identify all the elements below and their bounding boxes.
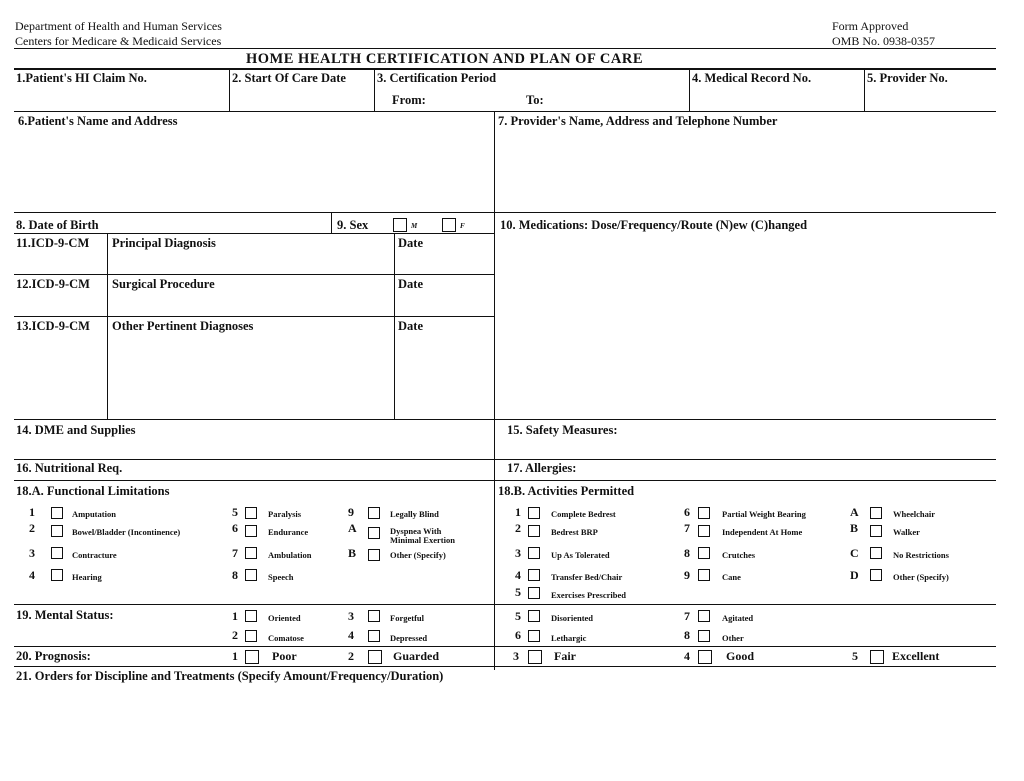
prognosis-guarded-label: Guarded	[393, 649, 440, 663]
divider	[864, 68, 865, 111]
to-label: To:	[526, 93, 544, 107]
divider	[14, 480, 996, 481]
activities-permitted-heading: 18.B. Activities Permitted	[498, 484, 635, 498]
disoriented-checkbox[interactable]	[528, 610, 540, 622]
option-number: 6	[232, 521, 238, 535]
exercises-prescribed-checkbox[interactable]	[528, 587, 540, 599]
other-activity-checkbox[interactable]	[870, 569, 882, 581]
option-number: 9	[684, 568, 690, 582]
cane-label: Cane	[722, 572, 741, 582]
option-number: 1	[515, 505, 521, 519]
procedure-date-label: Date	[398, 277, 423, 291]
option-number: 3	[515, 546, 521, 560]
transfer-bed-chair-label: Transfer Bed/Chair	[551, 572, 623, 582]
wheelchair-checkbox[interactable]	[870, 507, 882, 519]
prognosis-excellent-label: Excellent	[892, 649, 940, 663]
other-mental-label: Other	[722, 633, 744, 643]
cane-checkbox[interactable]	[698, 569, 710, 581]
divider	[331, 212, 332, 233]
surgical-procedure-label: Surgical Procedure	[112, 277, 215, 291]
option-number: 1	[29, 505, 35, 519]
amputation-checkbox[interactable]	[51, 507, 63, 519]
paralysis-checkbox[interactable]	[245, 507, 257, 519]
oriented-checkbox[interactable]	[245, 610, 257, 622]
sex-male-label: M	[411, 222, 418, 230]
claim-no-label: 1.Patient's HI Claim No.	[16, 71, 147, 85]
allergies-label: 17. Allergies:	[507, 461, 577, 475]
paralysis-label: Paralysis	[268, 509, 302, 519]
option-number: B	[348, 546, 357, 560]
mental-status-heading: 19. Mental Status:	[16, 608, 114, 622]
dyspnea-checkbox[interactable]	[368, 527, 380, 539]
option-number: 3	[348, 609, 354, 623]
agitated-checkbox[interactable]	[698, 610, 710, 622]
divider	[107, 233, 108, 419]
comatose-label: Comatose	[268, 633, 304, 643]
other-limitation-label: Other (Specify)	[390, 550, 446, 560]
medications-label: 10. Medications: Dose/Frequency/Route (N)ew (C)hanged	[500, 218, 808, 232]
dme-supplies-label: 14. DME and Supplies	[16, 423, 136, 437]
lethargic-checkbox[interactable]	[528, 630, 540, 642]
depressed-label: Depressed	[390, 633, 428, 643]
option-number: 8	[232, 568, 238, 582]
divider	[14, 666, 996, 667]
independent-at-home-checkbox[interactable]	[698, 525, 710, 537]
up-as-tolerated-label: Up As Tolerated	[551, 550, 610, 560]
no-restrictions-checkbox[interactable]	[870, 547, 882, 559]
divider	[14, 212, 996, 213]
option-number: 5	[852, 649, 858, 663]
lethargic-label: Lethargic	[551, 633, 587, 643]
option-number: 4	[684, 649, 690, 663]
certification-period-label: 3. Certification Period	[377, 71, 497, 85]
endurance-label: Endurance	[268, 527, 309, 537]
option-number: 5	[515, 585, 521, 599]
agency-name: Department of Health and Human Services	[15, 19, 222, 33]
option-number: 2	[348, 649, 354, 663]
option-number: 6	[684, 505, 690, 519]
prognosis-poor-checkbox[interactable]	[245, 650, 259, 664]
provider-name-label: 7. Provider's Name, Address and Telephone Number	[498, 114, 778, 128]
functional-limitations-heading: 18.A. Functional Limitations	[16, 484, 170, 498]
forgetful-label: Forgetful	[390, 613, 424, 623]
walker-label: Walker	[893, 527, 920, 537]
start-of-care-label: 2. Start Of Care Date	[232, 71, 346, 85]
bedrest-brp-checkbox[interactable]	[528, 525, 540, 537]
divider	[14, 459, 996, 460]
prognosis-good-checkbox[interactable]	[698, 650, 712, 664]
option-number: D	[850, 568, 859, 582]
divider	[374, 68, 375, 111]
divider	[14, 111, 996, 112]
bedrest-brp-label: Bedrest BRP	[551, 527, 598, 537]
option-number: 7	[684, 609, 690, 623]
ambulation-checkbox[interactable]	[245, 547, 257, 559]
legally-blind-checkbox[interactable]	[368, 507, 380, 519]
option-number: 7	[232, 546, 238, 560]
speech-label: Speech	[268, 572, 294, 582]
crutches-checkbox[interactable]	[698, 547, 710, 559]
option-number: 2	[29, 521, 35, 535]
provider-no-label: 5. Provider No.	[867, 71, 948, 85]
icd-code-label: 13.ICD-9-CM	[16, 319, 90, 333]
ambulation-label: Ambulation	[268, 550, 312, 560]
independent-at-home-label: Independent At Home	[722, 527, 803, 537]
speech-checkbox[interactable]	[245, 569, 257, 581]
option-number: 6	[515, 628, 521, 642]
prognosis-heading: 20. Prognosis:	[16, 649, 91, 663]
oriented-label: Oriented	[268, 613, 301, 623]
sex-label: 9. Sex	[337, 218, 369, 232]
other-diagnoses-label: Other Pertinent Diagnoses	[112, 319, 254, 333]
agency-subname: Centers for Medicare & Medicaid Services	[15, 34, 222, 48]
contracture-label: Contracture	[72, 550, 117, 560]
other-mental-checkbox[interactable]	[698, 630, 710, 642]
other-diagnoses-date-label: Date	[398, 319, 423, 333]
no-restrictions-label: No Restrictions	[893, 550, 949, 560]
safety-measures-label: 15. Safety Measures:	[507, 423, 618, 437]
sex-female-checkbox[interactable]	[442, 218, 456, 232]
option-number: 1	[232, 649, 238, 663]
agitated-label: Agitated	[722, 613, 754, 623]
other-activity-label: Other (Specify)	[893, 572, 949, 582]
depressed-checkbox[interactable]	[368, 630, 380, 642]
divider	[14, 419, 996, 420]
transfer-bed-chair-checkbox[interactable]	[528, 569, 540, 581]
prognosis-fair-label: Fair	[554, 649, 576, 663]
crutches-label: Crutches	[722, 550, 756, 560]
partial-weight-bearing-label: Partial Weight Bearing	[722, 509, 806, 519]
divider	[14, 316, 494, 317]
nutritional-label: 16. Nutritional Req.	[16, 461, 123, 475]
dob-label: 8. Date of Birth	[16, 218, 99, 232]
medical-record-label: 4. Medical Record No.	[692, 71, 812, 85]
patient-name-label: 6.Patient's Name and Address	[18, 114, 178, 128]
sex-female-label: F	[460, 222, 465, 230]
option-number: 1	[232, 609, 238, 623]
partial-weight-bearing-checkbox[interactable]	[698, 507, 710, 519]
option-number: 4	[29, 568, 35, 582]
comatose-checkbox[interactable]	[245, 630, 257, 642]
hearing-checkbox[interactable]	[51, 569, 63, 581]
prognosis-poor-label: Poor	[272, 649, 297, 663]
option-number: 5	[232, 505, 238, 519]
bowel-bladder-checkbox[interactable]	[51, 525, 63, 537]
divider	[14, 274, 494, 275]
option-number: 7	[684, 521, 690, 535]
option-number: 4	[515, 568, 521, 582]
prognosis-guarded-checkbox[interactable]	[368, 650, 382, 664]
hearing-label: Hearing	[72, 572, 102, 582]
prognosis-fair-checkbox[interactable]	[528, 650, 542, 664]
divider	[229, 68, 230, 111]
wheelchair-label: Wheelchair	[893, 509, 936, 519]
sex-male-checkbox[interactable]	[393, 218, 407, 232]
option-number: 2	[515, 521, 521, 535]
bowel-bladder-label: Bowel/Bladder (Incontinence)	[72, 527, 181, 537]
diagnosis-date-label: Date	[398, 236, 423, 250]
option-number: 5	[515, 609, 521, 623]
divider	[14, 646, 996, 647]
option-number: 2	[232, 628, 238, 642]
prognosis-good-label: Good	[726, 649, 755, 663]
divider	[689, 68, 690, 111]
option-number: 3	[29, 546, 35, 560]
divider	[394, 233, 395, 419]
option-number: A	[348, 521, 357, 535]
form-title: HOME HEALTH CERTIFICATION AND PLAN OF CARE	[246, 51, 643, 67]
dyspnea-label: Dyspnea With Minimal Exertion	[390, 526, 455, 545]
divider	[14, 48, 996, 49]
amputation-label: Amputation	[72, 509, 116, 519]
exercises-prescribed-label: Exercises Prescribed	[551, 590, 626, 600]
orders-heading: 21. Orders for Discipline and Treatments (Specify Amount/Frequency/Duration)	[16, 669, 444, 683]
divider	[14, 233, 494, 234]
omb-number: OMB No. 0938-0357	[832, 34, 936, 48]
center-divider	[494, 111, 495, 670]
up-as-tolerated-checkbox[interactable]	[528, 547, 540, 559]
option-number: 4	[348, 628, 354, 642]
option-number: A	[850, 505, 859, 519]
option-number: 3	[513, 649, 519, 663]
legally-blind-label: Legally Blind	[390, 509, 439, 519]
contracture-checkbox[interactable]	[51, 547, 63, 559]
complete-bedrest-checkbox[interactable]	[528, 507, 540, 519]
icd-code-label: 11.ICD-9-CM	[16, 236, 90, 250]
other-limitation-checkbox[interactable]	[368, 549, 380, 561]
walker-checkbox[interactable]	[870, 525, 882, 537]
form-approved-text: Form Approved	[832, 19, 909, 33]
from-label: From:	[392, 93, 426, 107]
option-number: 9	[348, 505, 354, 519]
complete-bedrest-label: Complete Bedrest	[551, 509, 616, 519]
option-number: 8	[684, 546, 690, 560]
option-number: C	[850, 546, 859, 560]
divider	[14, 604, 996, 605]
disoriented-label: Disoriented	[551, 613, 594, 623]
option-number: B	[850, 521, 859, 535]
prognosis-excellent-checkbox[interactable]	[870, 650, 884, 664]
forgetful-checkbox[interactable]	[368, 610, 380, 622]
endurance-checkbox[interactable]	[245, 525, 257, 537]
option-number: 8	[684, 628, 690, 642]
icd-code-label: 12.ICD-9-CM	[16, 277, 90, 291]
divider	[14, 68, 996, 70]
principal-diagnosis-label: Principal Diagnosis	[112, 236, 216, 250]
